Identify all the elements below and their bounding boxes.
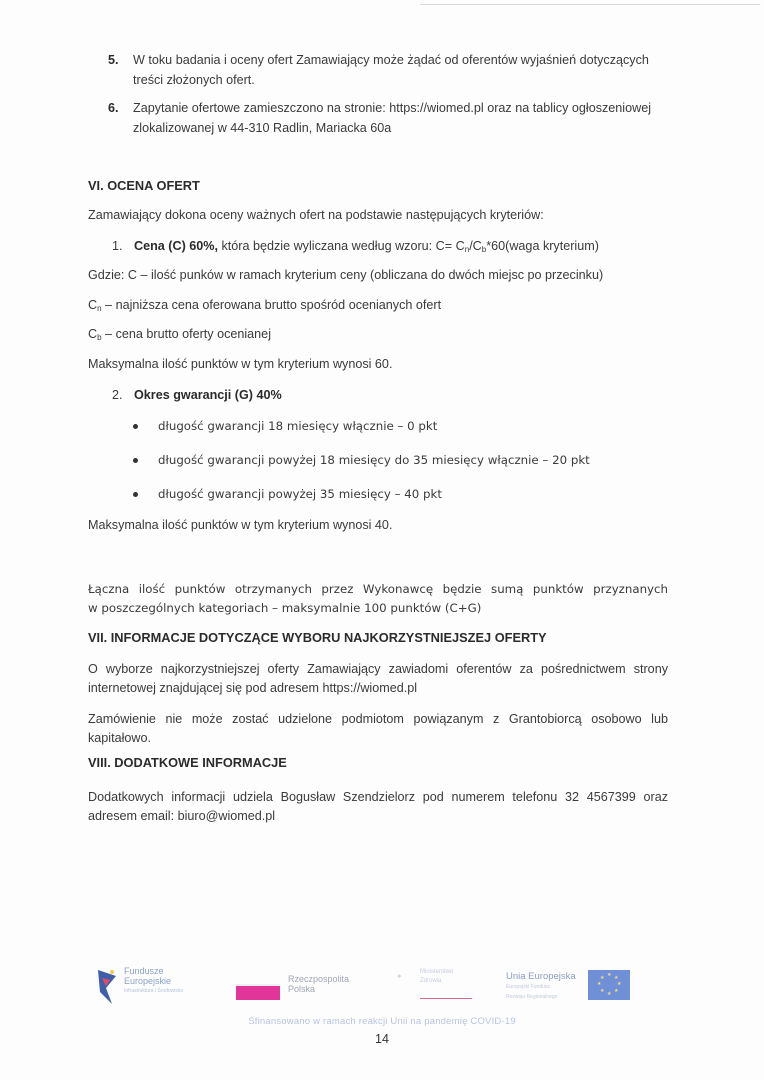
bullet-dot bbox=[133, 424, 138, 429]
list-number-6: 6. bbox=[108, 101, 119, 115]
poland-flag-icon bbox=[236, 984, 280, 1000]
cn-definition bbox=[88, 295, 441, 319]
section-heading-viii: VIII. DODATKOWE INFORMACJE bbox=[88, 755, 287, 770]
mz-line-1: Ministerstwo bbox=[420, 969, 454, 975]
vii-paragraph-1-line-1: O wyborze najkorzystniejszej oferty Zamawiający zawiadomi oferentów za pośrednictwem strony bbox=[88, 662, 668, 676]
cofinancing-note: Sfinansowano w ramach reakcji Unii na pandemię COVID-19 bbox=[248, 1016, 516, 1027]
formula-suffix: *60(waga kryterium) bbox=[486, 239, 599, 253]
criterion-2-title: Okres gwarancji (G) 40% bbox=[134, 388, 282, 402]
list-number-5: 5. bbox=[108, 53, 119, 67]
ministry-underline bbox=[420, 998, 472, 999]
viii-paragraph-line-2: adresem email: biuro@wiomed.pl bbox=[88, 809, 276, 823]
footer bbox=[0, 960, 764, 1080]
bullet-item: długość gwarancji 18 miesięcy włącznie – 0 pkt bbox=[158, 419, 438, 433]
rzeczpospolita-polska-text bbox=[288, 974, 349, 994]
cn-text: – najniższa cena oferowana brutto spośród ocenianych ofert bbox=[101, 298, 442, 312]
viii-paragraph-line-1: Dodatkowych informacji udziela Bogusław Szendzielorz pod numerem telefonu 32 4567399 oraz bbox=[88, 790, 668, 804]
vii-paragraph-2-line-1: Zamówienie nie może zostać udzielone podmiotom powiązanym z Grantobiorcą osobowo lub bbox=[88, 712, 668, 726]
unia-europejska-text bbox=[506, 972, 576, 1002]
ministerstwo-zdrowia-text bbox=[420, 968, 453, 986]
cn-symbol: C bbox=[88, 298, 98, 312]
section-heading-vii: VII. INFORMACJE DOTYCZĄCE WYBORU NAJKORZYSTNIEJSZEJ OFERTY bbox=[88, 630, 547, 645]
page-number: 14 bbox=[375, 1032, 389, 1046]
formula-mid: /C bbox=[469, 239, 482, 253]
fe-line-1: Fundusze bbox=[124, 966, 164, 976]
cb-symbol: C bbox=[88, 327, 98, 341]
fundusze-europejskie-text bbox=[124, 966, 183, 996]
ue-line-2: Europejski Fundusz bbox=[506, 984, 550, 990]
gdzie-text: Gdzie: C – ilość punków w ramach kryterium ceny (obliczana do dwóch miejsc po przecinku) bbox=[88, 268, 604, 282]
cb-sub: b bbox=[97, 333, 102, 342]
bullet-dot bbox=[133, 458, 138, 463]
rp-line-2: Polska bbox=[288, 984, 316, 994]
vii-paragraph-1-line-2: internetowej znajdującej się pod adresem https://wiomed.pl bbox=[88, 681, 418, 695]
fe-line-3: Infrastruktura i Środowisko bbox=[124, 988, 184, 994]
criterion-1-text bbox=[134, 236, 599, 260]
section-heading-vi: VI. OCENA OFERT bbox=[88, 178, 200, 193]
max-points-price: Maksymalna ilość punktów w tym kryterium wynosi 60. bbox=[88, 357, 393, 371]
criterion-2-number: 2. bbox=[112, 388, 123, 402]
bullet-item: długość gwarancji powyżej 18 miesięcy do 35 miesięcy włącznie – 20 pkt bbox=[158, 453, 590, 467]
total-points-line-1: Łączna ilość punktów otrzymanych przez Wykonawcę będzie sumą punktów przyznanych bbox=[88, 582, 668, 596]
top-rule bbox=[420, 4, 760, 5]
cb-definition bbox=[88, 324, 271, 348]
max-points-warranty: Maksymalna ilość punktów w tym kryterium wynosi 40. bbox=[88, 518, 393, 532]
item-5-text: W toku badania i oceny ofert Zamawiający może żądać od oferentów wyjaśnień dotyczących treści złożonych ofert. bbox=[133, 53, 649, 87]
cb-text: – cena brutto oferty ocenianej bbox=[101, 327, 271, 341]
eagle-emblem-icon: ✦ bbox=[396, 972, 403, 981]
cn-sub: n bbox=[97, 304, 102, 313]
eu-flag-icon: ★ ★ ★ ★ ★ ★ ★ ★ bbox=[588, 970, 630, 1000]
criterion-1-title: Cena (C) 60%, bbox=[134, 239, 218, 253]
total-points-line-2: w poszczególnych kategoriach – maksymalnie 100 punktów (C+G) bbox=[88, 601, 482, 615]
section-vi-intro: Zamawiający dokona oceny ważnych ofert na podstawie następujących kryteriów: bbox=[88, 208, 544, 222]
criterion-2-text bbox=[134, 385, 282, 405]
rp-line-1: Rzeczpospolita bbox=[288, 974, 350, 984]
item-6-text: Zapytanie ofertowe zamieszczono na stronie: https://wiomed.pl oraz na tablicy ogłoszeniowej zlokalizowanej w 44-310 Radlin, Mariacka 60a bbox=[133, 101, 652, 135]
criterion-1-number: 1. bbox=[112, 239, 123, 253]
bullet-dot bbox=[133, 492, 138, 497]
formula-sub-n: n bbox=[464, 245, 470, 254]
fundusze-europejskie-logo bbox=[96, 966, 118, 1006]
fe-line-2: Europejskie bbox=[124, 976, 172, 986]
ue-line-1: Unia Europejska bbox=[506, 971, 576, 982]
formula-sub-b: b bbox=[481, 245, 487, 254]
ue-line-3: Rozwoju Regionalnego bbox=[506, 994, 558, 1000]
bullet-item: długość gwarancji powyżej 35 miesięcy – 40 pkt bbox=[158, 487, 442, 501]
formula-prefix: która będzie wyliczana według wzoru: C= C bbox=[217, 239, 465, 253]
mz-line-2: Zdrowia bbox=[420, 978, 442, 984]
vii-paragraph-2-line-2: kapitałowo. bbox=[88, 731, 152, 745]
